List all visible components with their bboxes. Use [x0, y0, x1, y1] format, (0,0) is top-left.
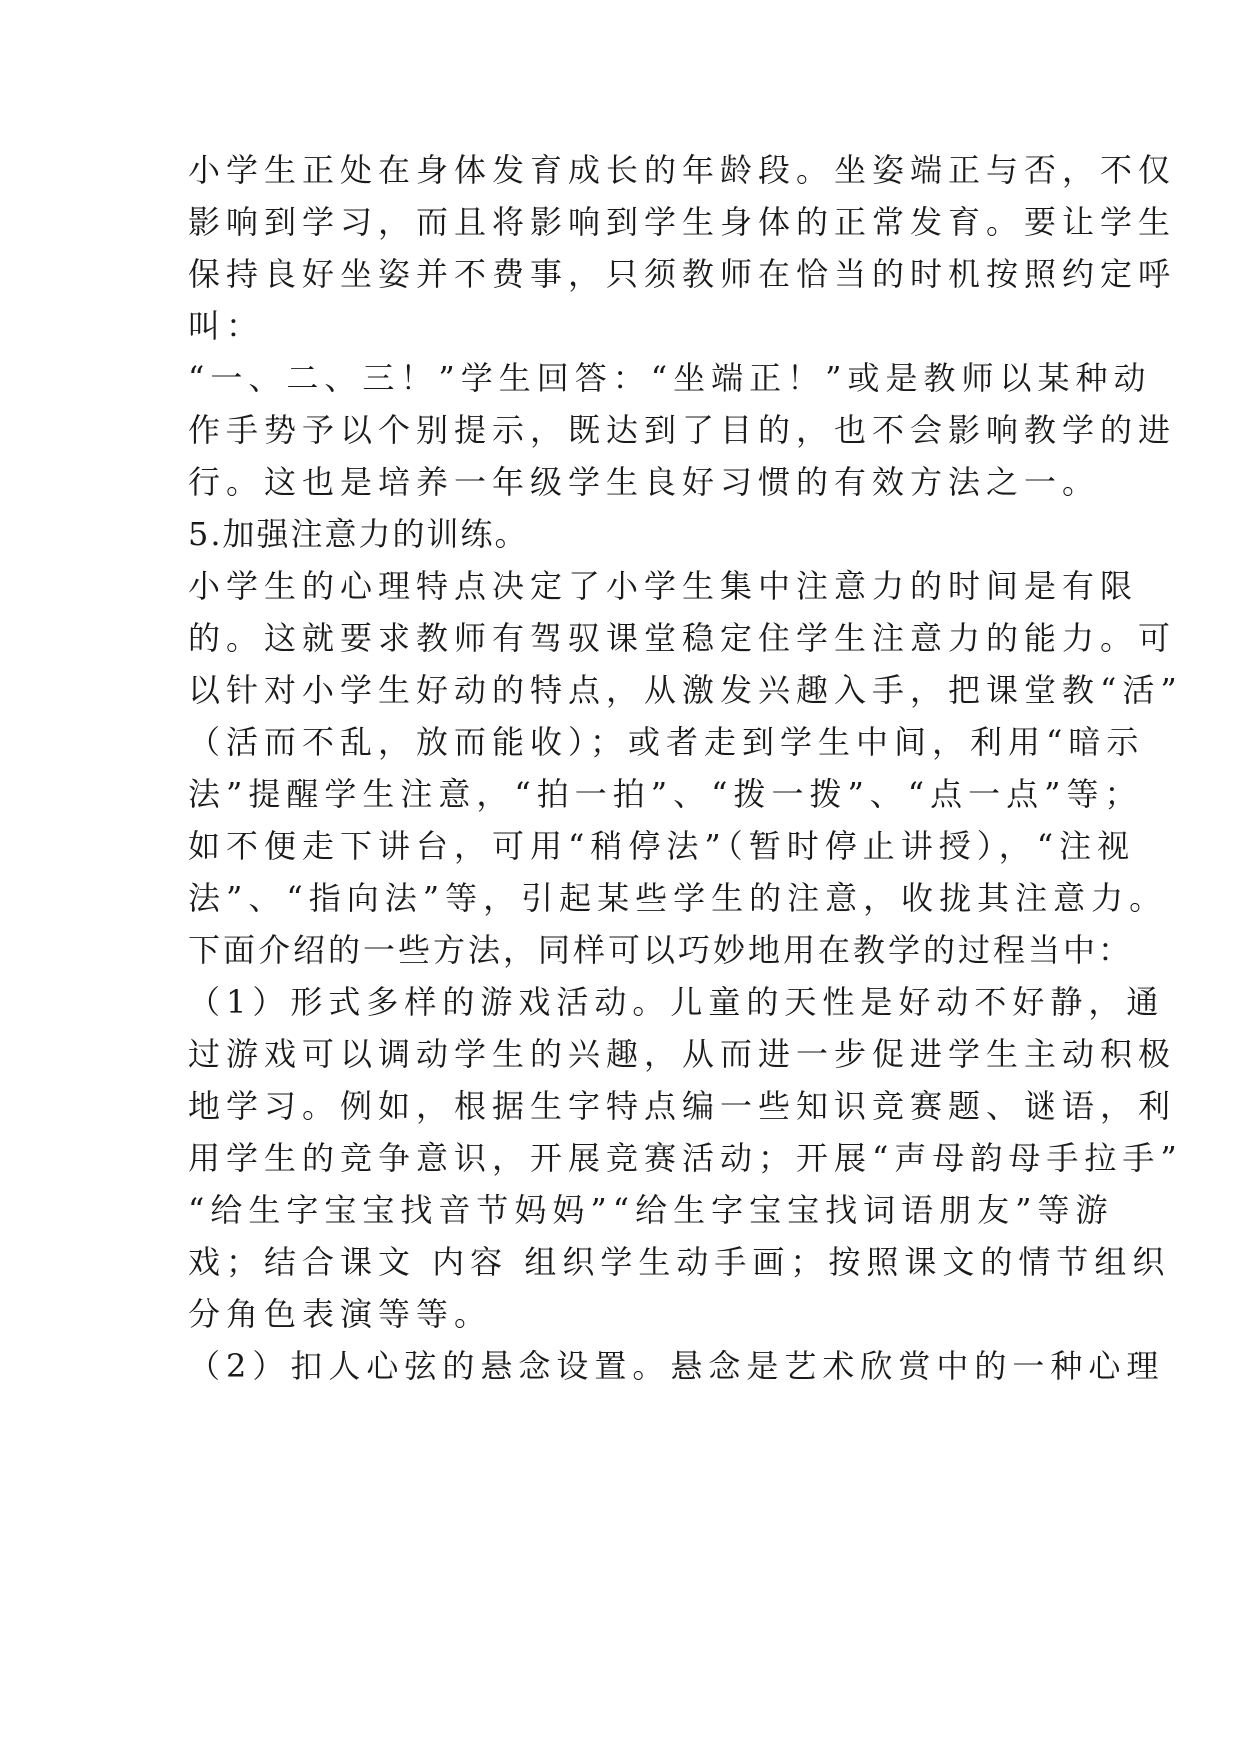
section-heading: 5.加强注意力的训练。 [188, 515, 529, 553]
text-line: “给生字宝宝找音节妈妈”“给生字宝宝找词语朋友”等游 [188, 1191, 1114, 1229]
text-line: 法”提醒学生注意，“拍一拍”、“拨一拨”、“点一点”等； [188, 775, 1143, 813]
text-line: 戏；结合课文 内容 组织学生动手画；按照课文的情节组织 [188, 1243, 1171, 1281]
text-line: 如不便走下讲台，可用“稍停法”（暂时停止讲授），“注视 [188, 827, 1136, 865]
text-line: 影响到学习，而且将影响到学生身体的正常发育。要让学生 [188, 203, 1177, 241]
text-line: 作手势予以个别提示，既达到了目的，也不会影响教学的进 [188, 411, 1177, 449]
text-line: 小学生正处在身体发育成长的年龄段。坐姿端正与否，不仅 [188, 151, 1177, 189]
text-line: （1）形式多样的游戏活动。儿童的天性是好动不好静，通 [188, 983, 1165, 1021]
text-line: 叫： [188, 307, 265, 345]
text-line: （2）扣人心弦的悬念设置。悬念是艺术欣赏中的一种心理 [188, 1347, 1165, 1385]
text-line: 下面介绍的一些方法，同样可以巧妙地用在教学的过程当中： [188, 931, 1134, 969]
text-line: 以针对小学生好动的特点，从激发兴趣入手，把课堂教“活” [188, 671, 1183, 709]
text-line: 小学生的心理特点决定了小学生集中注意力的时间是有限 [188, 567, 1139, 605]
text-line: 过游戏可以调动学生的兴趣，从而进一步促进学生主动积极 [188, 1035, 1177, 1073]
text-line: “一、二、三！”学生回答：“坐端正！”或是教师以某种动 [188, 359, 1152, 397]
text-line: 的。这就要求教师有驾驭课堂稳定住学生注意力的能力。可 [188, 619, 1177, 657]
text-line: （活而不乱，放而能收）；或者走到学生中间，利用“暗示 [188, 723, 1145, 761]
text-line: 地学习。例如，根据生字特点编一些知识竞赛题、谜语，利 [188, 1087, 1177, 1125]
text-line: 保持良好坐姿并不费事，只须教师在恰当的时机按照约定呼 [188, 255, 1177, 293]
text-line: 行。这也是培养一年级学生良好习惯的有效方法之一。 [188, 463, 1101, 501]
text-line: 用学生的竞争意识，开展竞赛活动；开展“声母韵母手拉手” [188, 1139, 1183, 1177]
text-line: 法”、“指向法”等，引起某些学生的注意，收拢其注意力。 [188, 879, 1168, 917]
text-line: 分角色表演等等。 [188, 1295, 493, 1333]
